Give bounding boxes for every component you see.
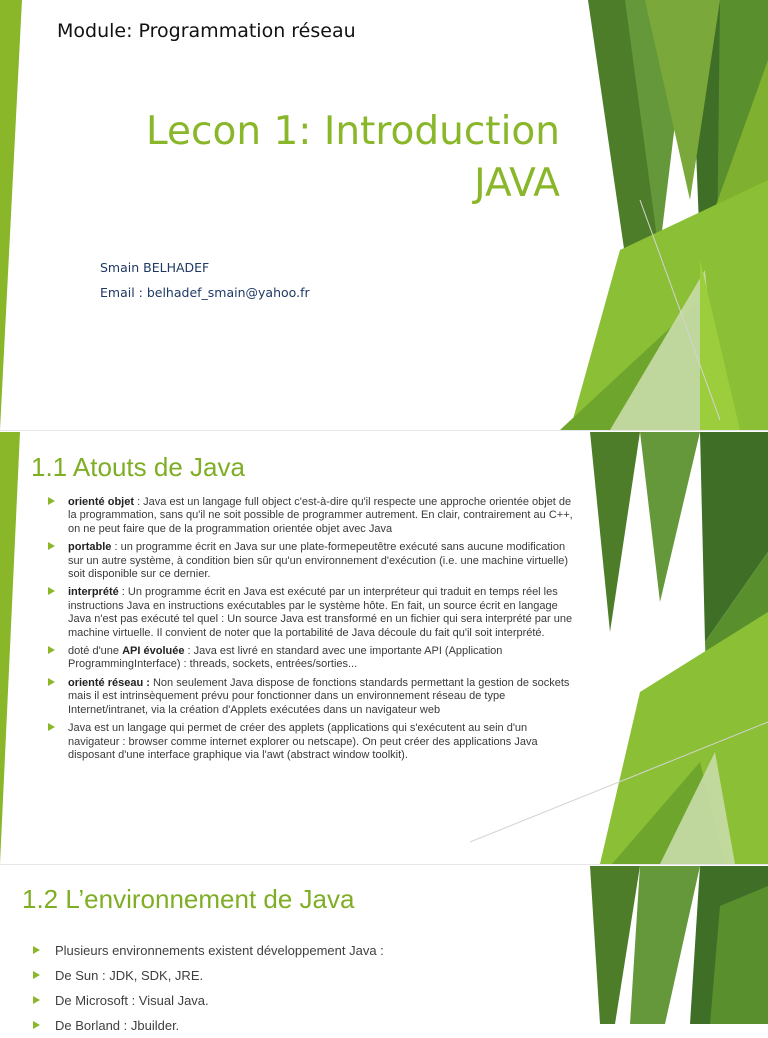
list-item: De Sun : JDK, SDK, JRE.: [33, 963, 553, 988]
environnement-list: [33, 938, 553, 1038]
bullet-arrow-icon: [48, 542, 55, 550]
list-item: De Borland : Jbuilder.: [33, 1013, 553, 1038]
slide-environnement: [0, 866, 768, 1033]
bullet-arrow-icon: [48, 497, 55, 505]
list-item: orienté réseau : Non seulement Java dispose de fonctions standards permettant la gestion de sockets mais il est intrinsèquement prévu pour fonctionner dans un environnement réseau de type Internet/intranet, via la création d'Applets exécutées dans un navigateur web: [48, 677, 580, 717]
list-item: interprété : Un programme écrit en Java est exécuté par un interpréteur qui traduit en temps réel les instructions Java en instructions exécutables par le système hôte. En fait, un source écrit en langage Java n'est pas exécuté tel quel : Un source Java est transformé en un fichier qui sera interprété par une machine virtuelle. Il convient de noter que la portabilité de Java découle du fait qu'il soit interprété.: [48, 586, 580, 640]
list-item: orienté objet : Java est un langage full object c'est-à-dire qu'il respecte une approche orientée objet de la programmation, sans qu'il ne soit possible de programmer autrement. En clair, contrairement au C++, on ne peut faire que de la programmation orientée objet avec Java: [48, 496, 580, 536]
title-line-2: JAVA: [474, 161, 560, 206]
bullet-arrow-icon: [48, 678, 55, 686]
author-name: Smain BELHADEF: [100, 260, 210, 275]
list-item: portable : un programme écrit en Java sur une plate-formepeutêtre exécuté sans aucune modification sur un autre système, à condition bien sûr qu'un environnement d'exécution (i.e. une machine virtuelle) soit disponible sur ce dernier.: [48, 541, 580, 581]
slide-atouts: [0, 432, 768, 864]
bullet-arrow-icon: [48, 646, 55, 654]
list-item: doté d'une API évoluée : Java est livré en standard avec une importante API (Application ProgrammingInterface) : threads, sockets, entrées/sorties...: [48, 645, 580, 672]
module-label: Module: Programmation réseau: [57, 20, 356, 42]
bullet-arrow-icon: [33, 971, 40, 979]
list-item: De Microsoft : Visual Java.: [33, 988, 553, 1013]
author-email: Email : belhadef_smain@yahoo.fr: [100, 285, 310, 300]
list-item: Java est un langage qui permet de créer des applets (applications qui s'exécutent au sein d'un navigateur : browser comme internet explorer ou netscape). On peut créer des applications Java disposant d'une interface graphique via l'awt (abstract window toolkit).: [48, 722, 580, 762]
bullet-arrow-icon: [33, 996, 40, 1004]
title-line-1: Lecon 1: Introduction: [146, 109, 560, 154]
list-item: Plusieurs environnements existent développement Java :: [33, 938, 553, 963]
slide-decoration: [0, 0, 768, 430]
bullet-arrow-icon: [48, 587, 55, 595]
slide-separator: [0, 430, 768, 431]
bullet-arrow-icon: [33, 1021, 40, 1029]
slide-separator: [0, 864, 768, 865]
slide-title-text: [60, 106, 560, 210]
slide-title: [0, 0, 768, 430]
bullet-arrow-icon: [48, 723, 55, 731]
section-heading-environnement: 1.2 L’environnement de Java: [22, 884, 355, 914]
atouts-list: [48, 496, 580, 767]
section-heading-atouts: 1.1 Atouts de Java: [31, 452, 245, 482]
bullet-arrow-icon: [33, 946, 40, 954]
